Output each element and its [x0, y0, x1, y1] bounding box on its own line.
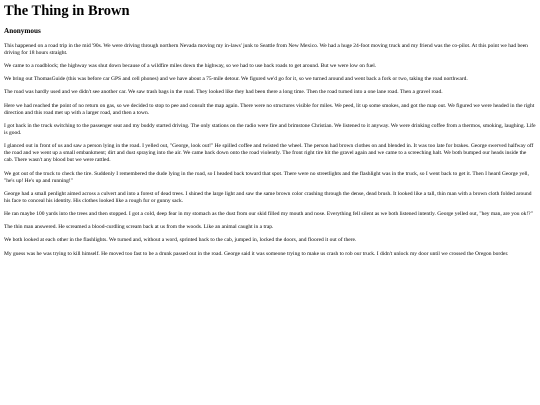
story-paragraph: I got back in the truck switching to the passenger seat and my buddy started driving. The only stations on the radio were fire and brimstone Christian. We listened to it anyway. We were drinking coffee from a thermos, smoking, laughing. Life is good. [4, 122, 536, 136]
story-paragraph: We both looked at each other in the flashlights. We turned and, without a word, sprinted back to the cab, jumped in, locked the doors, and floored it out of there. [4, 237, 357, 244]
story-paragraph: This happened on a road trip in the mid '90s. We were driving through northern Nevada moving my in-laws' junk to Seattle from New Mexico. We had a huge 24-foot moving truck and my friend was the co-pilot. At this point we had been driving for 18 hours straight. [4, 42, 528, 56]
story-body [4, 43, 536, 258]
story-paragraph: We bring out ThomasGuide (this was before car GPS and cell phones) and we have about a 75-mile detour. We figured we'd go for it, so we turned around and went back a fork or two, taking the road northward. [4, 76, 468, 83]
story-paragraph: The road was hardly used and we didn't see another car. We saw trash bags in the road. They looked like they had been there a long time. Then the road turned into a one lane road. Then a gravel road. [4, 89, 443, 96]
story-paragraph: My guess was he was trying to kill himself. He moved too fast to be a drunk passed out in the road. George said it was someone trying to make us crash to rob our truck. I didn't unlock my door until we crossed the Oregon border. [4, 250, 509, 257]
story-title: The Thing in Brown [4, 3, 130, 19]
story-paragraph: I glanced out in front of us and saw a person lying in the road. I yelled out, "George, look out!" He spilled coffee and twisted the wheel. The person had brown clothes on and blended in. It was too late for brakes. George swerved halfway off the road and we went up a small embankment; dirt and dust spraying into the air. We came back down onto the road violently. The front right tire hit the gravel again and we came to a screeching halt. We both bumped our heads inside the cab. There wasn't any blood but we were rattled. [4, 143, 534, 164]
story-paragraph: The thin man answered. He screamed a blood-curdling scream back at us from the woods. Like an animal caught in a trap. [4, 224, 274, 231]
story-paragraph: He ran maybe 100 yards into the trees and then stopped. I got a cold, deep fear in my stomach as the dust from our skid filled my mouth and nose. Everything fell silent as we both listened intently. George yelled out, "hey man, are you ok!?" [4, 211, 533, 218]
story-paragraph: George had a small penlight aimed across a culvert and into a forest of dead trees. I shined the large light and saw the same brown color crashing through the dense, dead brush. It looked like a tall, thin man with a brown cloth folded around his face to conceal his identity. His clothes looked like a rough fur or gunny sack. [4, 190, 532, 204]
story-paragraph: We got out of the truck to check the tire. Suddenly I remembered the dude lying in the road, so I headed back toward that spot. There were no streetlights and the flashlight was in the truck, so I went back to get it. Then I heard George yell, "he's up! He's up and running!" [4, 170, 529, 184]
story-author: Anonymous [4, 26, 41, 35]
story-paragraph: Here we had reached the point of no return on gas, so we decided to stop to pee and consult the map again. There were no structures visible for miles. We peed, lit up some smokes, and got the map out. We figured we were headed in the right direction and this road met up with a larger road, and then a town. [4, 102, 535, 116]
story-paragraph: We came to a roadblock; the highway was shut down because of a wildfire miles down the highway, so we had to use back roads to get around. But we were low on fuel. [4, 63, 377, 70]
